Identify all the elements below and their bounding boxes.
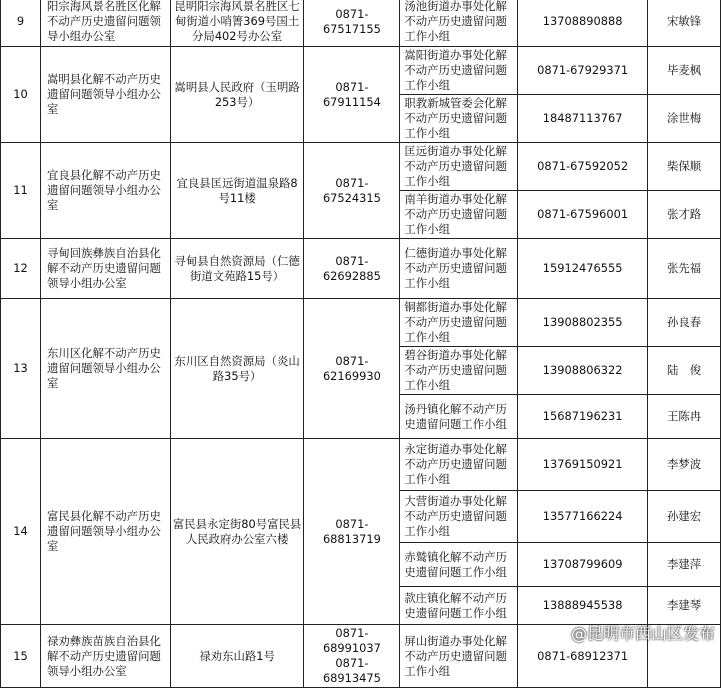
unit-name: 富民县化解不动产历史遗留问题领导小组办公室 [40, 439, 170, 625]
contact-person: 毕麦枫 [648, 47, 721, 95]
working-group: 职教新城管委会化解不动产历史遗留问题工作小组 [400, 95, 518, 143]
contact-phone: 15687196231 [518, 395, 648, 439]
contact-person: 张先福 [648, 239, 721, 299]
unit-phone: 0871-67524315 [304, 143, 400, 239]
unit-name: 阳宗海风景名胜区化解不动产历史遗留问题领导小组办公室 [40, 0, 170, 47]
table-body [1, 0, 721, 688]
contact-phone: 0871-67929371 [518, 47, 648, 95]
contact-person: 柴保顺 [648, 143, 721, 191]
contact-phone: 13708799609 [518, 543, 648, 587]
unit-phone: 0871-68991037 0871-68913475 [304, 625, 400, 688]
row-number: 9 [1, 0, 41, 47]
row-number: 14 [1, 439, 41, 625]
contact-person: 涂世梅 [648, 95, 721, 143]
working-group: 赤鹫镇化解不动产历史遗留问题工作小组 [400, 543, 518, 587]
contact-person: 李建萍 [648, 543, 721, 587]
unit-address: 宜良县匡远街道温泉路8号11楼 [170, 143, 304, 239]
unit-phone: 0871-62169930 [304, 299, 400, 439]
unit-name: 嵩明县化解不动产历史遗留问题领导小组办公室 [40, 47, 170, 143]
contact-phone: 13769150921 [518, 439, 648, 491]
contact-person: 宋敏锋 [648, 0, 721, 47]
row-number: 12 [1, 239, 41, 299]
unit-name: 宜良县化解不动产历史遗留问题领导小组办公室 [40, 143, 170, 239]
working-group: 嵩阳街道办事处化解不动产历史遗留问题工作小组 [400, 47, 518, 95]
unit-name: 禄劝彝族苗族自治县化解不动产历史遗留问题领导小组办公室 [40, 625, 170, 688]
working-group: 匡远街道办事处化解不动产历史遗留问题工作小组 [400, 143, 518, 191]
contact-person: 李建琴 [648, 587, 721, 625]
contact-phone: 13888945538 [518, 587, 648, 625]
working-group: 仁德街道办事处化解不动产历史遗留问题工作小组 [400, 239, 518, 299]
unit-phone: 0871-67911154 [304, 47, 400, 143]
working-group: 碧谷街道办事处化解不动产历史遗留问题工作小组 [400, 347, 518, 395]
table-row [1, 0, 721, 47]
table-row [1, 239, 721, 299]
table-row [1, 143, 721, 191]
contact-phone: 0871-67596001 [518, 191, 648, 239]
contact-person: 陆 俊 [648, 347, 721, 395]
contact-person: 孙良春 [648, 299, 721, 347]
contact-person: 李梦波 [648, 439, 721, 491]
working-group: 永定街道办事处化解不动产历史遗留问题工作小组 [400, 439, 518, 491]
contact-phone: 13708890888 [518, 0, 648, 47]
contact-phone: 13908802355 [518, 299, 648, 347]
weibo-watermark: @昆明市西山区发布 [570, 624, 715, 643]
working-group: 大营街道办事处化解不动产历史遗留问题工作小组 [400, 491, 518, 543]
working-group: 屏山街道办事处化解不动产历史遗留问题工作小组 [400, 625, 518, 688]
contact-person: 王陈冉 [648, 395, 721, 439]
unit-address: 寻甸县自然资源局（仁德街道文苑路15号） [170, 239, 304, 299]
unit-name: 东川区化解不动产历史遗留问题领导小组办公室 [40, 299, 170, 439]
contact-phone: 0871-68912371 [518, 625, 648, 688]
contact-phone: 18487113767 [518, 95, 648, 143]
table-row [1, 47, 721, 95]
unit-phone: 0871-67517155 [304, 0, 400, 47]
working-group: 铜都街道办事处化解不动产历史遗留问题工作小组 [400, 299, 518, 347]
table-row [1, 299, 721, 347]
working-group: 款庄镇化解不动产历史遗留问题工作小组 [400, 587, 518, 625]
contact-person: 张才路 [648, 191, 721, 239]
working-group: 汤丹镇化解不动产历史遗留问题工作小组 [400, 395, 518, 439]
contact-phone: 13577166224 [518, 491, 648, 543]
unit-address: 昆明阳宗海风景名胜区七甸街道小哨箐369号国土分局402号办公室 [170, 0, 304, 47]
row-number: 15 [1, 625, 41, 688]
table-row [1, 439, 721, 491]
contact-person: 孙建宏 [648, 491, 721, 543]
unit-phone: 0871-68813719 [304, 439, 400, 625]
unit-address: 嵩明县人民政府（玉明路253号） [170, 47, 304, 143]
unit-name: 寻甸回族彝族自治县化解不动产历史遗留问题领导小组办公室 [40, 239, 170, 299]
working-group: 南羊街道办事处化解不动产历史遗留问题工作小组 [400, 191, 518, 239]
unit-address: 禄劝东山路1号 [170, 625, 304, 688]
unit-address: 富民县永定街80号富民县人民政府办公室六楼 [170, 439, 304, 625]
row-number: 13 [1, 299, 41, 439]
unit-phone: 0871-62692885 [304, 239, 400, 299]
contact-phone: 0871-67592052 [518, 143, 648, 191]
contact-phone: 13908806322 [518, 347, 648, 395]
row-number: 11 [1, 143, 41, 239]
unit-address: 东川区自然资源局（炎山路35号） [170, 299, 304, 439]
row-number: 10 [1, 47, 41, 143]
contact-phone: 15912476555 [518, 239, 648, 299]
working-group: 汤池街道办事处化解不动产历史遗留问题工作小组 [400, 0, 518, 47]
